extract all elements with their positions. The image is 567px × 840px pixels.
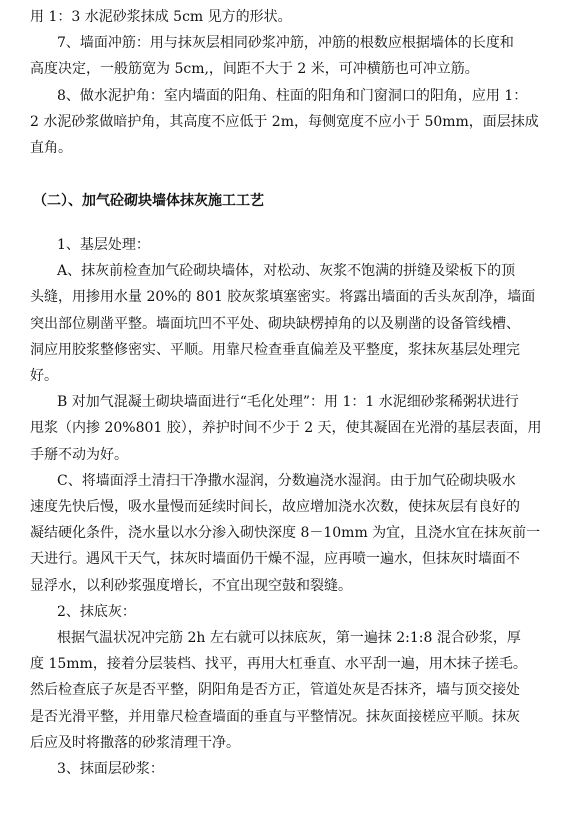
section-heading: （二）、加气砼砌块墙体抹灰施工工艺 bbox=[33, 193, 264, 209]
text-line: 根据气温状况冲完筋 2h 左右就可以抹底灰，第一遍抹 2:1:8 混合砂浆，厚 bbox=[57, 630, 521, 647]
text-line: 天进行。遇风干天气，抹灰时墙面仍干燥不湿，应再喷一遍水，但抹灰时墙面不 bbox=[30, 551, 520, 568]
top-section bbox=[30, 4, 539, 161]
text-line: 2、抹底灰： bbox=[57, 603, 136, 620]
text-line: 手掰不动为好。 bbox=[30, 446, 128, 463]
text-line: 好。 bbox=[30, 368, 58, 385]
text-line: 高度决定，一般筋宽为 5cm,，间距不大于 2 米，可冲横筋也可冲立筋。 bbox=[30, 61, 479, 78]
text-line: 2 水泥砂浆做暗护角，其高度不应低于 2m，每侧宽度不应小于 50mm，面层抹成 bbox=[30, 113, 539, 130]
text-line: 头缝，用掺用水量 20%的 801 胶灰浆填塞密实。将露出墙面的舌头灰刮净，墙面 bbox=[30, 289, 536, 306]
text-line: 用 1：3 水泥砂浆抹成 5cm 见方的形状。 bbox=[30, 9, 292, 25]
text-line: 是否光滑平整，并用靠尺检查墙面的垂直与平整情况。抹灰面接槎应平顺。抹灰 bbox=[30, 708, 520, 725]
text-line: 1、基层处理： bbox=[57, 237, 150, 253]
text-line: 7、墙面冲筋：用与抹灰层相同砂浆冲筋，冲筋的根数应根据墙体的长度和 bbox=[57, 35, 514, 52]
text-line: B 对加气混凝土砌块墙面进行“毛化处理”：用 1：1 水泥细砂浆稀粥状进行 bbox=[57, 394, 519, 411]
text-line: 度 15mm，接着分层装档、找平，再用大杠垂直、水平刮一遍，用木抹子搓毛。 bbox=[30, 656, 527, 673]
text-line: 凝结硬化条件，浇水量以水分渗入砌快深度 8－10mm 为宜，且浇水宜在抹灰前一 bbox=[30, 525, 541, 542]
text-line: 显浮水，以利砂浆强度增长，不宜出现空鼓和裂缝。 bbox=[30, 577, 352, 594]
text-line: 洞应用胶浆整修密实、平顺。用靠尺检查垂直偏差及平整度，浆抹灰基层处理完 bbox=[30, 341, 520, 358]
text-line: A、抹灰前检查加气砼砌块墙体，对松动、灰浆不饱满的拼缝及梁板下的顶 bbox=[57, 263, 516, 280]
text-line: 突出部位剔凿平整。墙面坑凹不平处、砌块缺楞掉角的以及剔凿的设备管线槽、 bbox=[30, 315, 520, 332]
text-line: 甩浆（内掺 20%801 胶），养护时间不少于 2 天，使其凝固在光滑的基层表面，用 bbox=[30, 420, 542, 437]
text-line: 速度先快后慢，吸水量慢而延续时间长，故应增加浇水次数，使抹灰层有良好的 bbox=[30, 499, 520, 516]
body-section bbox=[30, 232, 542, 782]
text-line: 8、做水泥护角：室内墙面的阳角、柱面的阳角和门窗洞口的阳角，应用 1： bbox=[57, 87, 528, 104]
text-line: 后应及时将撒落的砂浆清理干净。 bbox=[30, 734, 240, 751]
text-line: 直角。 bbox=[30, 140, 72, 157]
text-line: C、将墙面浮土清扫干净撒水湿润，分数遍浇水湿润。由于加气砼砌块吸水 bbox=[57, 472, 516, 489]
text-line: 然后检查底子灰是否平整，阴阳角是否方正，管道处灰是否抹齐，墙与顶交接处 bbox=[30, 682, 520, 699]
text-line: 3、抹面层砂浆： bbox=[57, 761, 164, 778]
